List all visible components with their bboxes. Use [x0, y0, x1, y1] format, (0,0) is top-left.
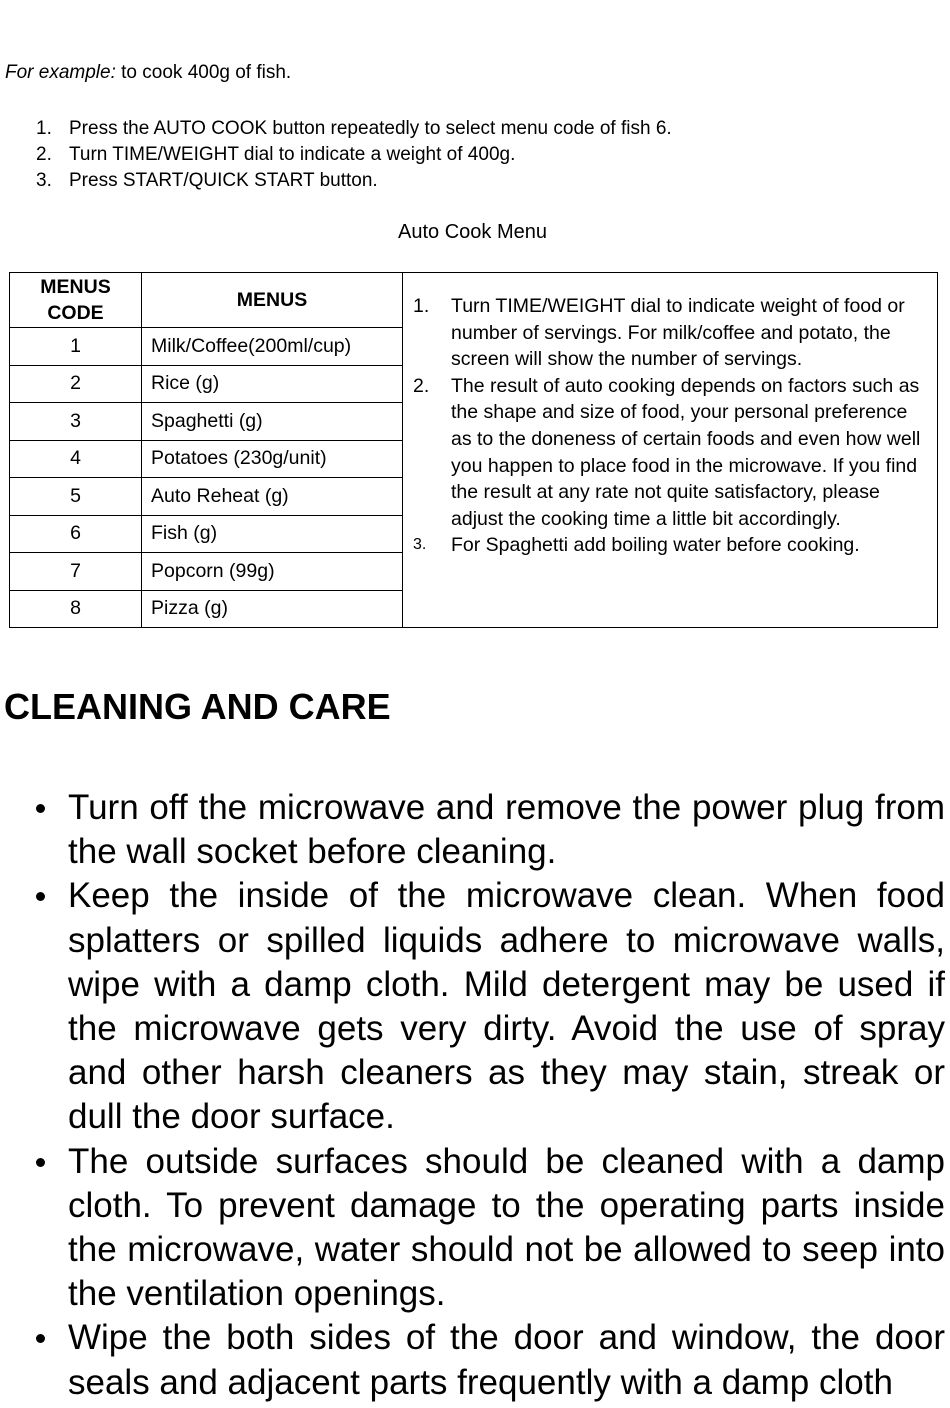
example-text: to cook 400g of fish.	[115, 62, 292, 83]
menu-code-cell: 8	[10, 590, 142, 628]
step-item	[36, 116, 672, 142]
menu-code-cell: 5	[10, 478, 142, 516]
list-item	[0, 1316, 945, 1404]
list-item	[0, 1140, 945, 1317]
example-intro	[5, 62, 291, 84]
header-menus: MENUS	[142, 273, 403, 328]
note-text: The result of auto cooking depends on factors such as the shape and size of food, your personal preference as to the doneness of certain foods and even how well you happen to place food in the microwave. If you find the result at any rate not quite satisfactory, please adjust the cooking time a little bit accordingly.	[451, 374, 921, 530]
list-item	[0, 874, 945, 1139]
note-item	[413, 293, 927, 373]
auto-cook-table	[9, 272, 938, 628]
menu-name-cell: Spaghetti (g)	[142, 403, 403, 441]
note-item	[413, 532, 927, 559]
table-caption: Auto Cook Menu	[398, 221, 547, 243]
menu-code-cell: 3	[10, 403, 142, 441]
menu-name-cell: Milk/Coffee(200ml/cup)	[142, 328, 403, 366]
step-item	[36, 168, 672, 194]
note-number: 2.	[413, 374, 430, 397]
step-item	[36, 142, 672, 168]
list-item-text: Wipe the both sides of the door and window, the door seals and adjacent parts frequently with a damp cloth	[68, 1318, 945, 1402]
menu-code-cell: 1	[10, 328, 142, 366]
list-item	[0, 786, 945, 874]
menu-name-cell: Auto Reheat (g)	[142, 478, 403, 516]
header-code-line2: CODE	[47, 302, 104, 324]
step-text: Press START/QUICK START button.	[69, 170, 378, 191]
menu-name-cell: Popcorn (99g)	[142, 553, 403, 591]
header-code-line1: MENUS	[40, 276, 111, 298]
list-item-text: Keep the inside of the microwave clean. When food splatters or spilled liquids adhere to microwave walls, wipe with a damp cloth. Mild detergent may be used if the microwave gets very dirty. Avoid the use of spray and other harsh cleaners as they may stain, streak or dull the door surface.	[68, 876, 945, 1137]
note-number: 1.	[413, 295, 430, 317]
note-text: For Spaghetti add boiling water before cooking.	[451, 534, 860, 557]
menu-code-cell: 4	[10, 440, 142, 478]
table-header-row	[10, 273, 938, 328]
step-text: Press the AUTO COOK button repeatedly to select menu code of fish 6.	[69, 118, 672, 139]
bullet-icon	[0, 786, 68, 874]
note-number: 3.	[413, 536, 427, 554]
table-notes	[403, 273, 938, 628]
menu-name-cell: Fish (g)	[142, 515, 403, 553]
note-item	[413, 373, 927, 533]
bullet-icon	[0, 1316, 68, 1404]
step-number: 3.	[36, 170, 52, 191]
menu-name-cell: Potatoes (230g/unit)	[142, 440, 403, 478]
example-label: For example:	[5, 62, 116, 83]
list-item-text: Turn off the microwave and remove the power plug from the wall socket before cleaning.	[68, 788, 945, 872]
bullet-icon	[0, 1140, 68, 1317]
section-heading: CLEANING AND CARE	[4, 686, 391, 727]
list-item-text: The outside surfaces should be cleaned with a damp cloth. To prevent damage to the operating parts inside the microwave, water should not be allowed to seep into the ventilation openings.	[68, 1141, 945, 1314]
menu-name-cell: Pizza (g)	[142, 590, 403, 628]
note-text: Turn TIME/WEIGHT dial to indicate weight of food or number of servings. For milk/coffee and potato, the screen will show the number of servings.	[451, 295, 905, 371]
menu-code-cell: 6	[10, 515, 142, 553]
cleaning-list	[0, 786, 945, 1405]
menu-name-cell: Rice (g)	[142, 365, 403, 403]
bullet-icon	[0, 874, 68, 1139]
header-menus-code	[10, 273, 142, 328]
step-text: Turn TIME/WEIGHT dial to indicate a weight of 400g.	[69, 144, 516, 165]
example-steps	[36, 116, 672, 194]
menu-code-cell: 7	[10, 553, 142, 591]
step-number: 2.	[36, 144, 52, 165]
step-number: 1.	[36, 118, 52, 139]
menu-code-cell: 2	[10, 365, 142, 403]
